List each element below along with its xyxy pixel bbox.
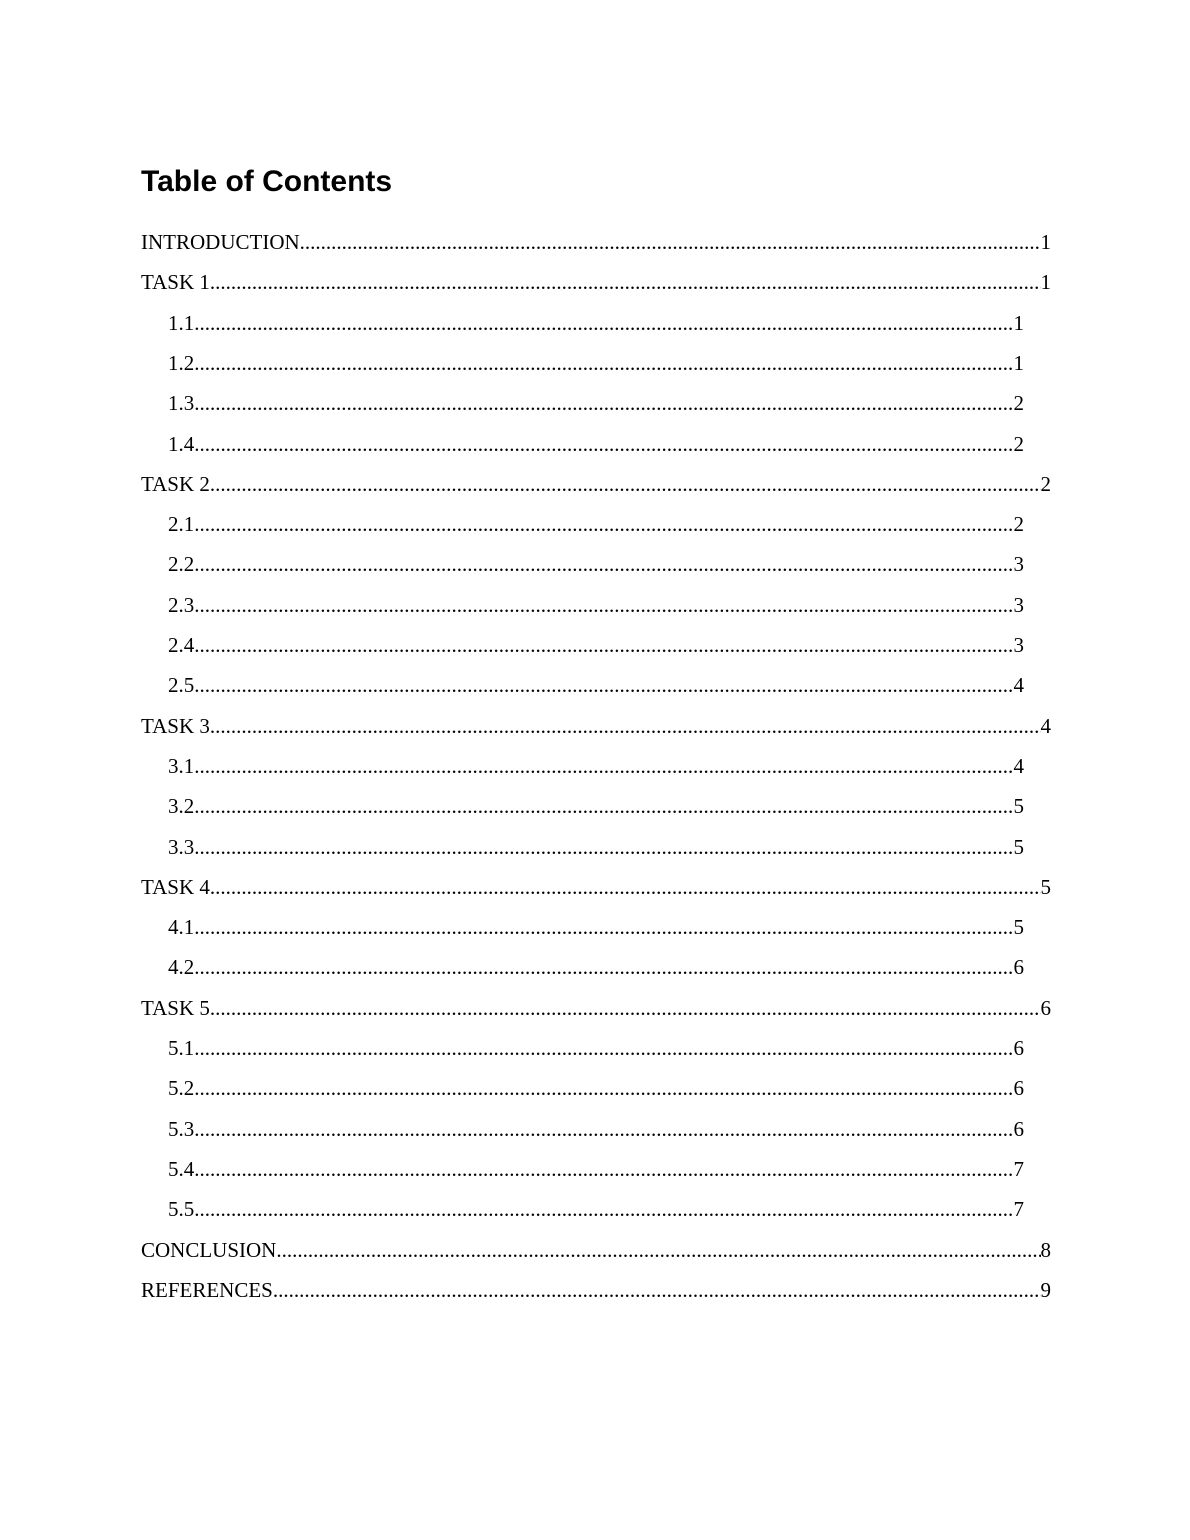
toc-entry[interactable]	[168, 1116, 1024, 1142]
toc-entry-label: 5.3	[168, 1117, 195, 1141]
toc-dot-leader	[194, 1196, 1013, 1222]
toc-entry-label: TASK 1	[141, 270, 210, 294]
toc-dot-leader	[194, 551, 1013, 577]
toc-dot-leader	[194, 1116, 1013, 1142]
toc-entry-label: TASK 2	[141, 472, 210, 496]
toc-dot-leader	[210, 995, 1041, 1021]
toc-entry-page-number: 9	[1040, 1278, 1051, 1302]
toc-entry[interactable]	[168, 1075, 1024, 1101]
toc-entry-page-number: 1	[1040, 230, 1051, 254]
toc-entry[interactable]	[168, 793, 1024, 819]
toc-entry-label: 2.1	[168, 512, 195, 536]
toc-entry-label: 4.1	[168, 915, 195, 939]
toc-entry-label: 2.5	[168, 673, 195, 697]
toc-entry-label: 4.2	[168, 955, 195, 979]
toc-dot-leader	[210, 874, 1041, 900]
toc-dot-leader	[210, 713, 1041, 739]
toc-dot-leader	[194, 914, 1013, 940]
toc-entry-page-number: 6	[1013, 1076, 1024, 1100]
toc-entry-page-number: 2	[1040, 472, 1051, 496]
toc-entry-page-number: 3	[1013, 633, 1024, 657]
toc-dot-leader	[194, 592, 1013, 618]
toc-dot-leader	[210, 471, 1041, 497]
toc-entry-page-number: 5	[1013, 915, 1024, 939]
toc-entry[interactable]	[168, 632, 1024, 658]
toc-entry-label: 2.4	[168, 633, 195, 657]
toc-entry-page-number: 3	[1013, 552, 1024, 576]
toc-entry[interactable]	[168, 672, 1024, 698]
toc-entry[interactable]	[168, 914, 1024, 940]
toc-entry-page-number: 4	[1013, 754, 1024, 778]
toc-dot-leader	[194, 310, 1013, 336]
toc-entry[interactable]	[168, 551, 1024, 577]
toc-entry[interactable]	[168, 834, 1024, 860]
toc-entry[interactable]	[141, 471, 1051, 497]
toc-entry-label: 5.2	[168, 1076, 195, 1100]
toc-entry[interactable]	[168, 1156, 1024, 1182]
toc-entry-page-number: 5	[1013, 835, 1024, 859]
toc-entry[interactable]	[168, 350, 1024, 376]
toc-entry-label: TASK 5	[141, 996, 210, 1020]
toc-dot-leader	[210, 269, 1041, 295]
toc-entry-page-number: 1	[1013, 311, 1024, 335]
toc-dot-leader	[194, 753, 1013, 779]
toc-entry-label: 1.1	[168, 311, 195, 335]
toc-entry-label: 2.3	[168, 593, 195, 617]
toc-dot-leader	[194, 390, 1013, 416]
toc-entry[interactable]	[168, 390, 1024, 416]
toc-entry[interactable]	[168, 592, 1024, 618]
toc-entry-label: REFERENCES	[141, 1278, 273, 1302]
toc-dot-leader	[194, 1075, 1013, 1101]
toc-entry[interactable]	[168, 954, 1024, 980]
toc-entry-label: 3.3	[168, 835, 195, 859]
toc-entry-page-number: 4	[1013, 673, 1024, 697]
toc-dot-leader	[194, 793, 1013, 819]
toc-entry-label: TASK 3	[141, 714, 210, 738]
toc-dot-leader	[194, 1035, 1013, 1061]
toc-entry-page-number: 1	[1013, 351, 1024, 375]
toc-entry[interactable]	[168, 431, 1024, 457]
toc-entry-label: 5.1	[168, 1036, 195, 1060]
toc-entry[interactable]	[168, 310, 1024, 336]
toc-entry-page-number: 7	[1013, 1157, 1024, 1181]
toc-dot-leader	[273, 1277, 1041, 1303]
toc-entry-label: 1.2	[168, 351, 195, 375]
toc-entry-label: 3.1	[168, 754, 195, 778]
toc-entry-label: TASK 4	[141, 875, 210, 899]
toc-entry-page-number: 2	[1013, 432, 1024, 456]
toc-entry[interactable]	[141, 713, 1051, 739]
toc-entry-page-number: 6	[1013, 955, 1024, 979]
toc-entry[interactable]	[141, 229, 1051, 255]
toc-entry-page-number: 2	[1013, 512, 1024, 536]
toc-entry-label: 1.3	[168, 391, 195, 415]
toc-entry[interactable]	[141, 1237, 1051, 1263]
toc-entry-page-number: 4	[1040, 714, 1051, 738]
toc-entry-label: INTRODUCTION	[141, 230, 300, 254]
toc-dot-leader	[194, 672, 1013, 698]
toc-entry-page-number: 2	[1013, 391, 1024, 415]
toc-entry[interactable]	[141, 1277, 1051, 1303]
page-title: Table of Contents	[141, 165, 393, 198]
toc-dot-leader	[194, 1156, 1013, 1182]
toc-entry[interactable]	[141, 995, 1051, 1021]
toc-entry[interactable]	[168, 511, 1024, 537]
toc-entry-page-number: 5	[1013, 794, 1024, 818]
toc-entry-label: 2.2	[168, 552, 195, 576]
toc-entry[interactable]	[168, 1035, 1024, 1061]
toc-entry[interactable]	[168, 1196, 1024, 1222]
toc-dot-leader	[300, 229, 1041, 255]
toc-entry-page-number: 7	[1013, 1197, 1024, 1221]
toc-dot-leader	[276, 1237, 1040, 1263]
toc-dot-leader	[194, 632, 1013, 658]
toc-entry-label: 3.2	[168, 794, 195, 818]
toc-entry-page-number: 1	[1040, 270, 1051, 294]
toc-dot-leader	[194, 834, 1013, 860]
toc-entry[interactable]	[141, 269, 1051, 295]
toc-dot-leader	[194, 431, 1013, 457]
toc-entry-page-number: 3	[1013, 593, 1024, 617]
toc-entry-label: 5.4	[168, 1157, 195, 1181]
toc-dot-leader	[194, 954, 1013, 980]
toc-entry[interactable]	[168, 753, 1024, 779]
toc-dot-leader	[194, 350, 1013, 376]
toc-entry-page-number: 6	[1013, 1117, 1024, 1141]
toc-entry-page-number: 8	[1040, 1238, 1051, 1262]
toc-entry[interactable]	[141, 874, 1051, 900]
toc-entry-label: CONCLUSION	[141, 1238, 277, 1262]
toc-entry-page-number: 6	[1040, 996, 1051, 1020]
toc-dot-leader	[194, 511, 1013, 537]
toc-entry-page-number: 5	[1040, 875, 1051, 899]
toc-entry-page-number: 6	[1013, 1036, 1024, 1060]
toc-entry-label: 1.4	[168, 432, 195, 456]
toc-entry-label: 5.5	[168, 1197, 195, 1221]
